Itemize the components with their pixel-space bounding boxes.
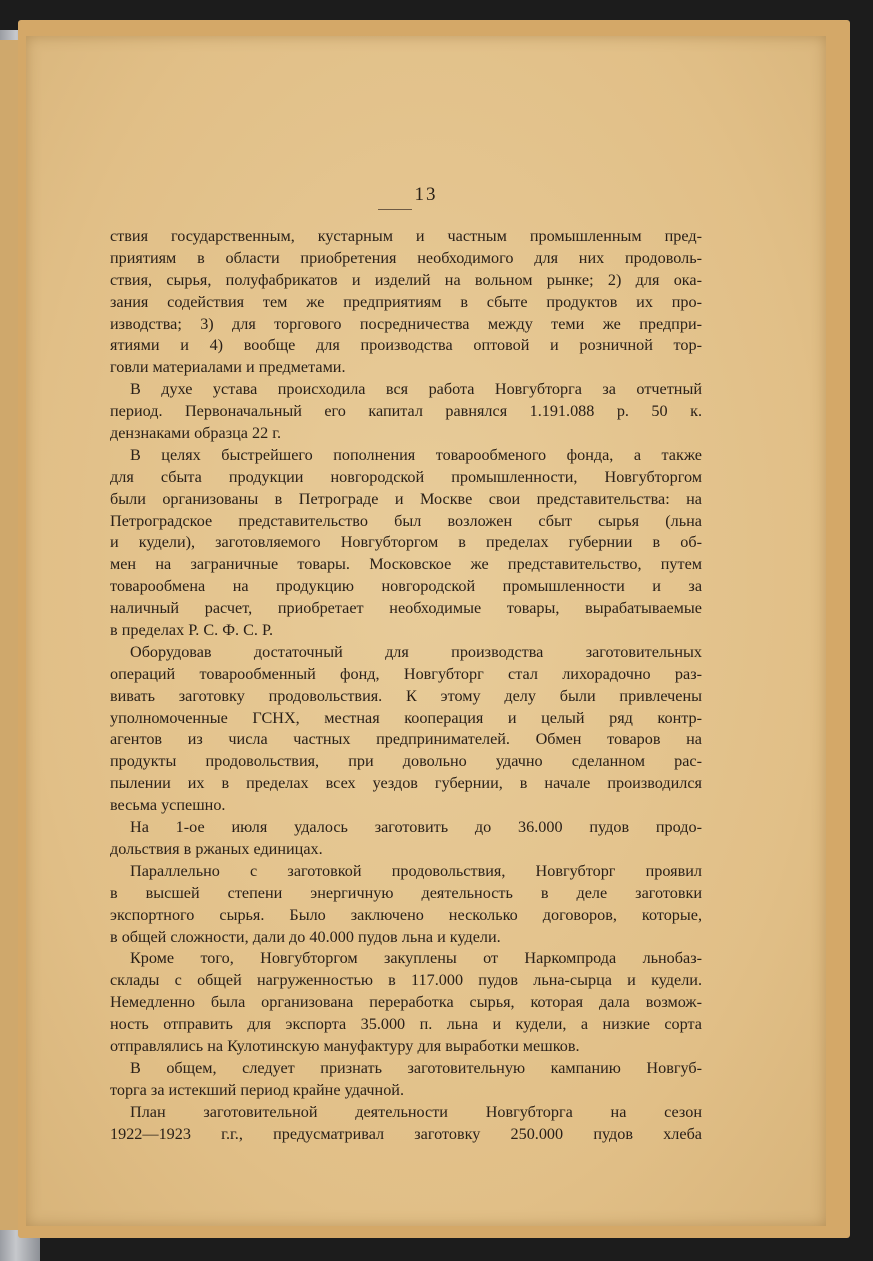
text-line: Петроградское представительство был возложен сбыт сырья (льна: [110, 511, 702, 530]
text-line: наличный расчет, приобретает необходимые товары, вырабатываемые: [110, 599, 702, 618]
text-line: были организованы в Петрограде и Москве свои представительства: на: [110, 489, 702, 508]
book-page: [26, 36, 826, 1226]
text-line: 1922—1923 г.г., предусматривал заготовку 250.000 пудов хлеба: [110, 1124, 702, 1143]
text-line: зания содействия тем же предприятиям в сбыте продуктов их про-: [110, 292, 702, 311]
text-line: операций товарообменный фонд, Новгубторг стал лихорадочно раз-: [110, 664, 702, 683]
text-line: агентов из числа частных предпринимателей. Обмен товаров на: [110, 730, 702, 749]
text-line: приятиям в области приобретения необходимого для них продоволь-: [110, 248, 702, 267]
text-line: экспортного сырья. Было заключено несколько договоров, которые,: [110, 905, 702, 924]
text-line: в общей сложности, дали до 40.000 пудов льна и кудели.: [110, 927, 501, 946]
text-line: пылении их в пределах всех уездов губернии, в начале производился: [110, 774, 702, 793]
text-line: На 1-ое июля удалось заготовить до 36.000 пудов продо-: [130, 818, 702, 837]
text-line: Немедленно была организована переработка сырья, которая дала возмож-: [110, 993, 702, 1012]
page-number: 13: [414, 184, 438, 205]
text-line: ятиями и 4) вообще для производства оптовой и розничной тор-: [110, 336, 702, 355]
text-line: План заготовительной деятельности Новгубторга на сезон: [130, 1102, 702, 1121]
text-line: отправлялись на Кулотинскую мануфактуру для выработки мешков.: [110, 1036, 580, 1055]
text-line: ствия государственным, кустарным и частным промышленным пред-: [110, 227, 702, 245]
text-line: В духе устава происходила вся работа Новгубторга за отчетный: [130, 380, 702, 399]
text-line: для сбыта продукции новгородской промышленности, Новгубторгом: [110, 467, 702, 486]
text-line: Оборудовав достаточный для производства заготовительных: [130, 642, 702, 661]
text-line: говли материалами и предметами.: [110, 358, 346, 377]
page-number-underline: [378, 209, 412, 210]
text-line: в пределах Р. С. Ф. С. Р.: [110, 621, 274, 640]
text-line: ность отправить для экспорта 35.000 п. льна и кудели, а низкие сорта: [110, 1015, 702, 1034]
body-text: [110, 226, 702, 1145]
text-line: В целях быстрейшего пополнения товарообменого фонда, а также: [130, 445, 702, 464]
text-line: изводства; 3) для торгового посредничества между теми же предпри-: [110, 314, 702, 333]
text-line: уполномоченные ГСНХ, местная кооперация и целый ряд контр-: [110, 708, 702, 727]
text-line: в высшей степени энергичную деятельность в деле заготовки: [110, 883, 702, 902]
text-line: товарообмена на продукцию новгородской промышленности и за: [110, 577, 702, 596]
text-line: торга за истекший период крайне удачной.: [110, 1080, 405, 1099]
text-line: мен на заграничные товары. Московское же представительство, путем: [110, 555, 702, 574]
text-line: Параллельно с заготовкой продовольствия, Новгубторг проявил: [130, 861, 702, 880]
text-line: весьма успешно.: [110, 796, 226, 815]
text-line: и кудели), заготовляемого Новгубторгом в пределах губернии в об-: [110, 533, 702, 552]
text-line: дольствия в ржаных единицах.: [110, 839, 323, 858]
text-line: В общем, следует признать заготовительную кампанию Новгуб-: [130, 1058, 702, 1077]
text-line: продукты продовольствия, при довольно удачно сделанном рас-: [110, 752, 702, 771]
text-line: Кроме того, Новгубторгом закуплены от Наркомпрода льнобаз-: [130, 949, 702, 968]
text-line: склады с общей нагруженностью в 117.000 пудов льна-сырца и кудели.: [110, 971, 702, 990]
text-line: вивать заготовку продовольствия. К этому делу были привлечены: [110, 686, 702, 705]
text-line: дензнаками образца 22 г.: [110, 424, 282, 443]
text-line: ствия, сырья, полуфабрикатов и изделий на вольном рынке; 2) для ока-: [110, 270, 702, 289]
text-line: период. Первоначальный его капитал равнялся 1.191.088 р. 50 к.: [110, 402, 702, 421]
